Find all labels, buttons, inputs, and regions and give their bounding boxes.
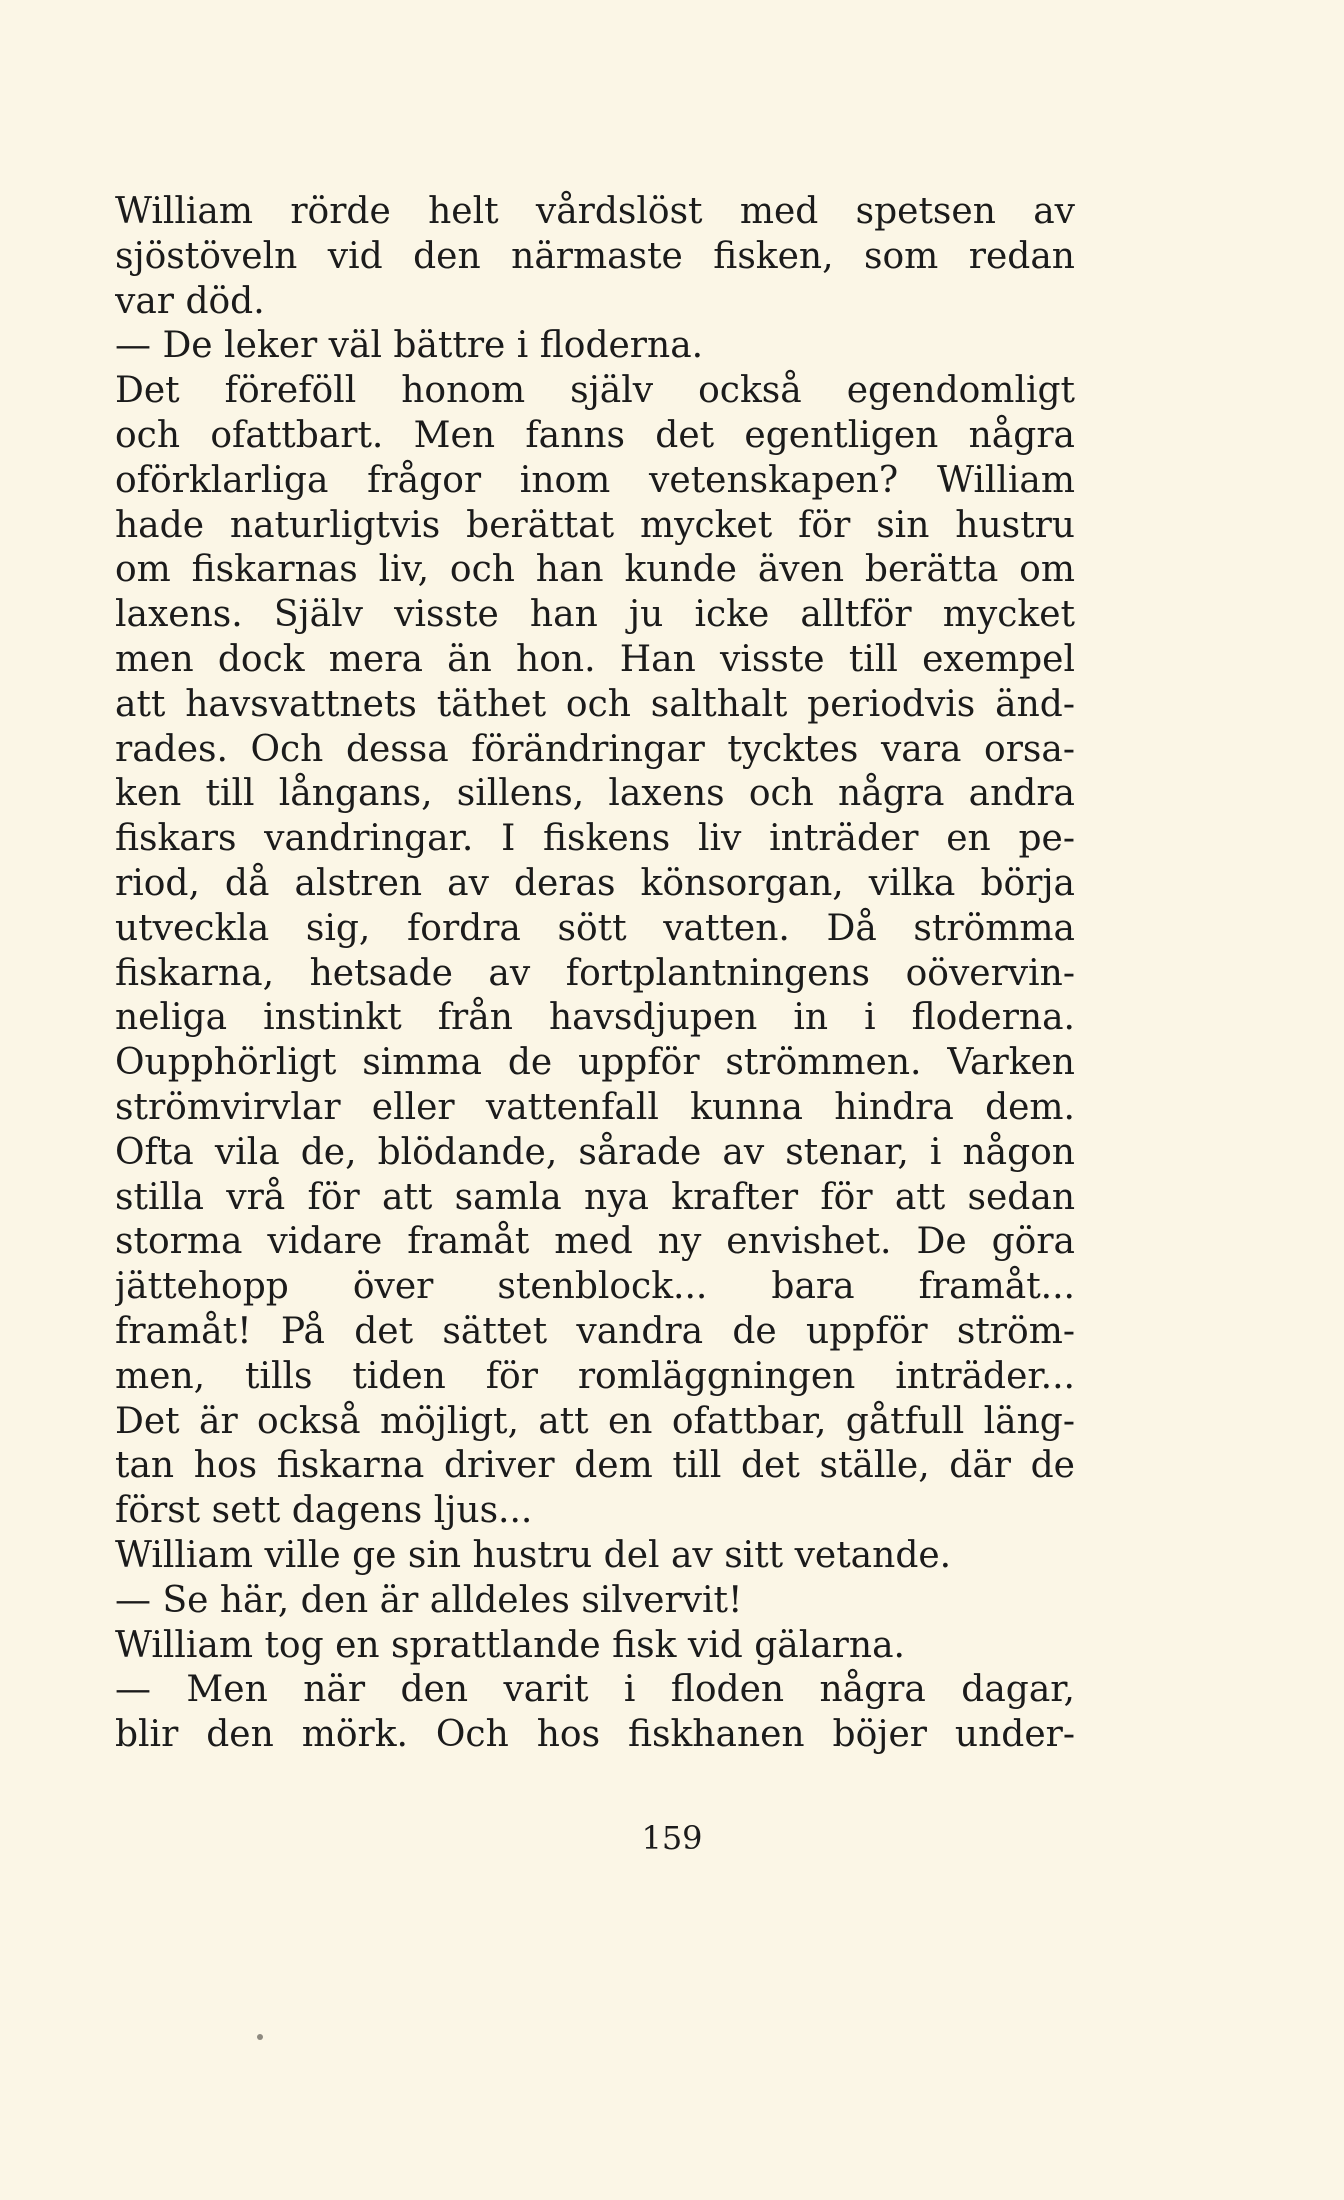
page-number: 159 [641, 1819, 703, 1857]
text-line: men, tills tiden för romläggningen inträder... [115, 1355, 1075, 1397]
text-line: först sett dagens ljus... [115, 1490, 533, 1532]
text-line: fiskarna, hetsade av fortplantningens oövervin- [115, 952, 1075, 994]
text-line: — Men när den varit i floden några dagar, [115, 1669, 1075, 1711]
text-line: rades. Och dessa förändringar tycktes vara orsa- [115, 728, 1075, 770]
text-line: strömvirvlar eller vattenfall kunna hindra dem. [115, 1086, 1075, 1128]
paper-speck [257, 2034, 263, 2040]
text-line: Det är också möjligt, att en ofattbar, gåtfull läng- [115, 1400, 1075, 1442]
text-line: storma vidare framåt med ny envishet. De göra [115, 1221, 1075, 1263]
text-line: jättehopp över stenblock... bara framåt... [115, 1266, 1075, 1308]
text-line: tan hos fiskarna driver dem till det ställe, där de [115, 1445, 1075, 1487]
text-line: riod, då alstren av deras könsorgan, vilka börja [115, 862, 1075, 904]
text-line: sjöstöveln vid den närmaste fisken, som redan [115, 235, 1075, 277]
text-line: om fiskarnas liv, och han kunde även berätta om [115, 549, 1075, 591]
text-line: utveckla sig, fordra sött vatten. Då strömma [115, 907, 1075, 949]
text-line: var död. [115, 280, 265, 322]
text-line: Ofta vila de, blödande, sårade av stenar, i någon [115, 1131, 1075, 1173]
text-line: men dock mera än hon. Han visste till exempel [115, 638, 1075, 680]
text-line: oförklarliga frågor inom vetenskapen? William [115, 459, 1075, 501]
text-line: William tog en sprattlande fisk vid gälarna. [115, 1624, 905, 1666]
text-line: blir den mörk. Och hos fiskhanen böjer under- [115, 1714, 1075, 1756]
text-line: William rörde helt vårdslöst med spetsen av [115, 191, 1075, 232]
text-line: och ofattbart. Men fanns det egentligen några [115, 414, 1075, 456]
text-line: Oupphörligt simma de uppför strömmen. Varken [115, 1042, 1075, 1084]
text-line: Det föreföll honom själv också egendomligt [115, 370, 1075, 412]
text-line: laxens. Själv visste han ju icke alltför mycket [115, 594, 1075, 636]
text-line: fiskars vandringar. I fiskens liv inträder en pe- [115, 818, 1075, 860]
text-line: framåt! På det sättet vandra de uppför ström- [115, 1310, 1075, 1352]
text-line: ken till långans, sillens, laxens och några andra [115, 773, 1075, 815]
text-line: William ville ge sin hustru del av sitt vetande. [115, 1534, 952, 1576]
text-line: — De leker väl bättre i floderna. [115, 325, 704, 367]
text-line: neliga instinkt från havsdjupen in i floderna. [115, 997, 1075, 1039]
text-line: hade naturligtvis berättat mycket för sin hustru [115, 504, 1075, 546]
text-line: att havsvattnets täthet och salthalt periodvis änd- [115, 683, 1075, 725]
text-line: stilla vrå för att samla nya krafter för att sedan [115, 1176, 1075, 1218]
text-line: — Se här, den är alldeles silvervit! [115, 1579, 743, 1621]
body-text [115, 190, 1075, 1758]
